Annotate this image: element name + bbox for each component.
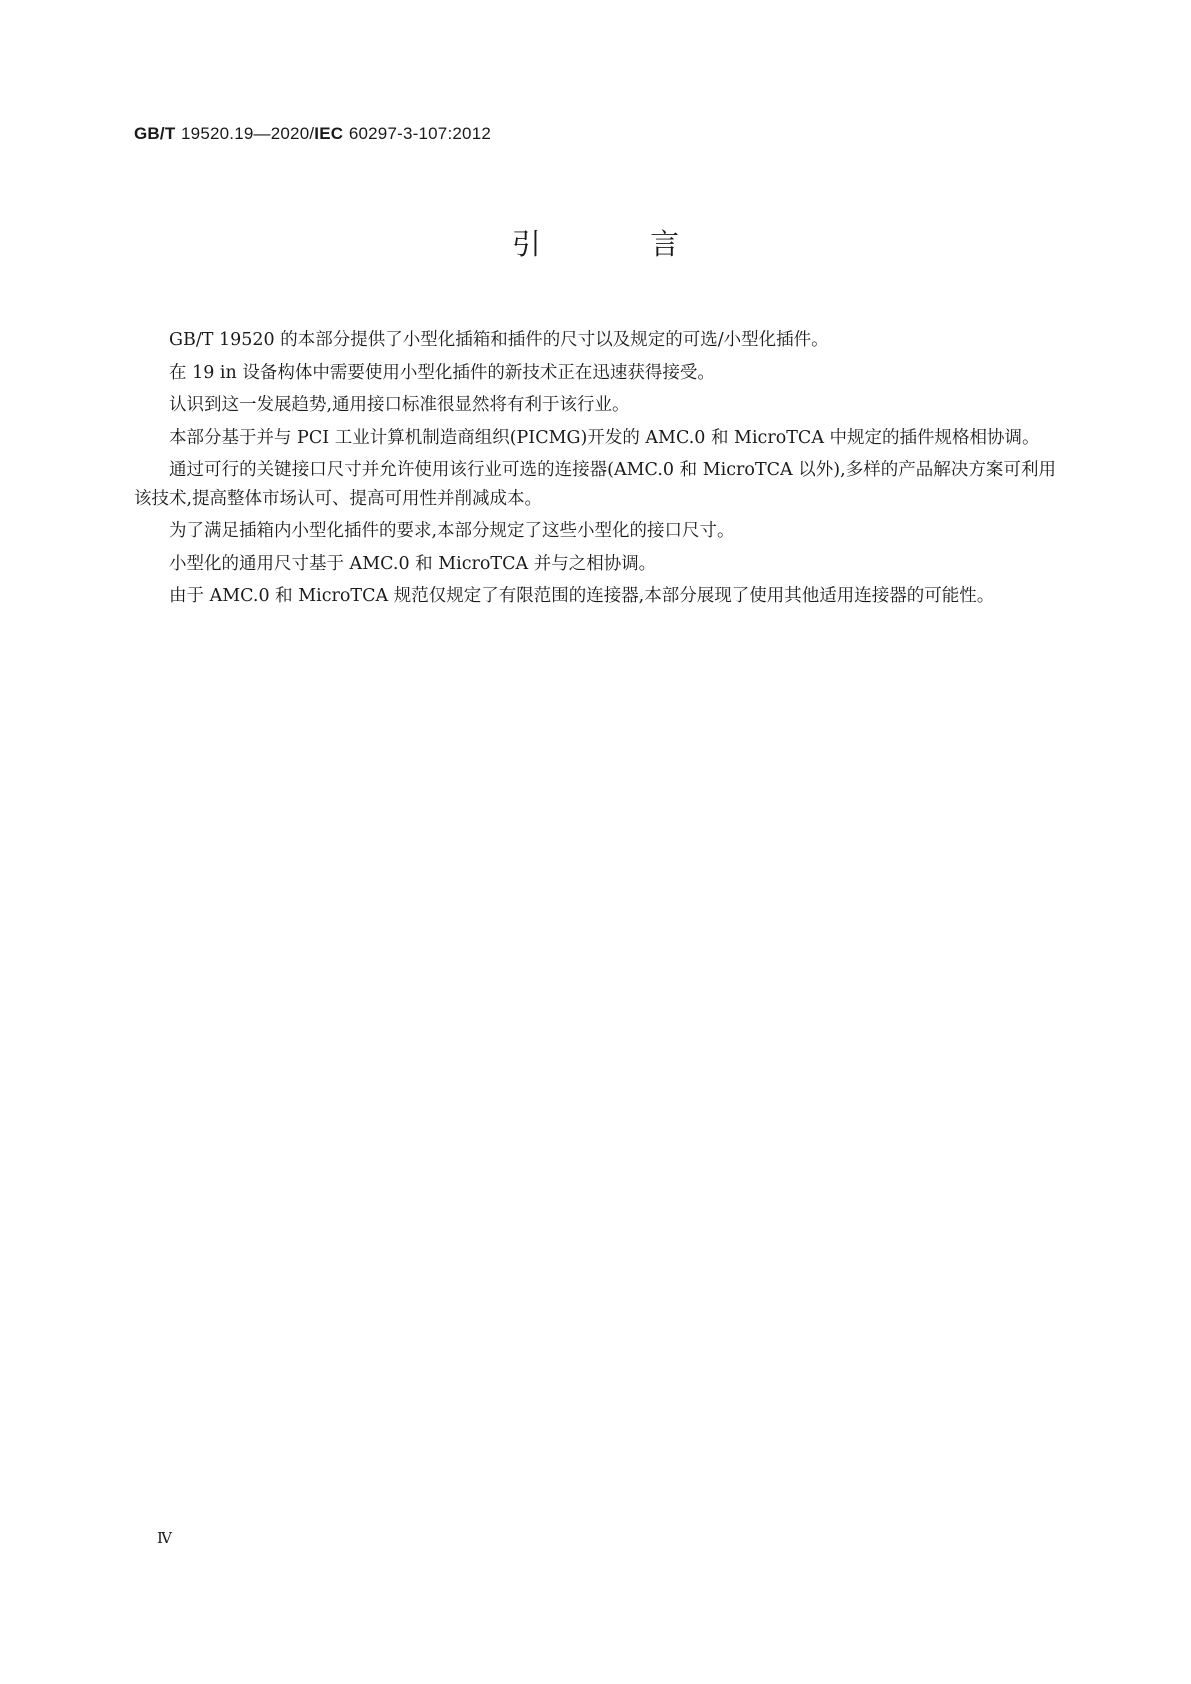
- paragraph-6: 为了满足插箱内小型化插件的要求,本部分规定了这些小型化的接口尺寸。: [169, 521, 735, 541]
- paragraph-3: 认识到这一发展趋势,通用接口标准很显然将有利于该行业。: [169, 395, 630, 415]
- paragraph-4: 本部分基于并与 PCI 工业计算机制造商组织(PICMG)开发的 AMC.0 和 MicroTCA 中规定的插件规格相协调。: [169, 427, 1040, 448]
- paragraph-5: 通过可行的关键接口尺寸并允许使用该行业可选的连接器(AMC.0 和 MicroTCA 以外),多样的产品解决方案可利用该技术,提高整体市场认可、提高可用性并削减成本。: [134, 460, 1056, 509]
- introduction-body: [134, 326, 1056, 615]
- paragraph-7: 小型化的通用尺寸基于 AMC.0 和 MicroTCA 并与之相协调。: [169, 553, 657, 574]
- section-title: 引 言: [511, 227, 730, 261]
- page-number: Ⅳ: [157, 1529, 172, 1547]
- paragraph-8: 由于 AMC.0 和 MicroTCA 规范仅规定了有限范围的连接器,本部分展现了使用其他适用连接器的可能性。: [169, 586, 995, 606]
- standard-number: 19520.19—2020/: [181, 124, 315, 143]
- iec-number: 60297-3-107:2012: [348, 124, 491, 143]
- running-header: [134, 124, 491, 144]
- standard-prefix: GB/T: [134, 124, 176, 143]
- paragraph-1: GB/T 19520 的本部分提供了小型化插箱和插件的尺寸以及规定的可选/小型化插件。: [169, 330, 829, 350]
- iec-prefix: IEC: [314, 124, 344, 143]
- paragraph-2: 在 19 in 设备构体中需要使用小型化插件的新技术正在迅速获得接受。: [169, 362, 715, 383]
